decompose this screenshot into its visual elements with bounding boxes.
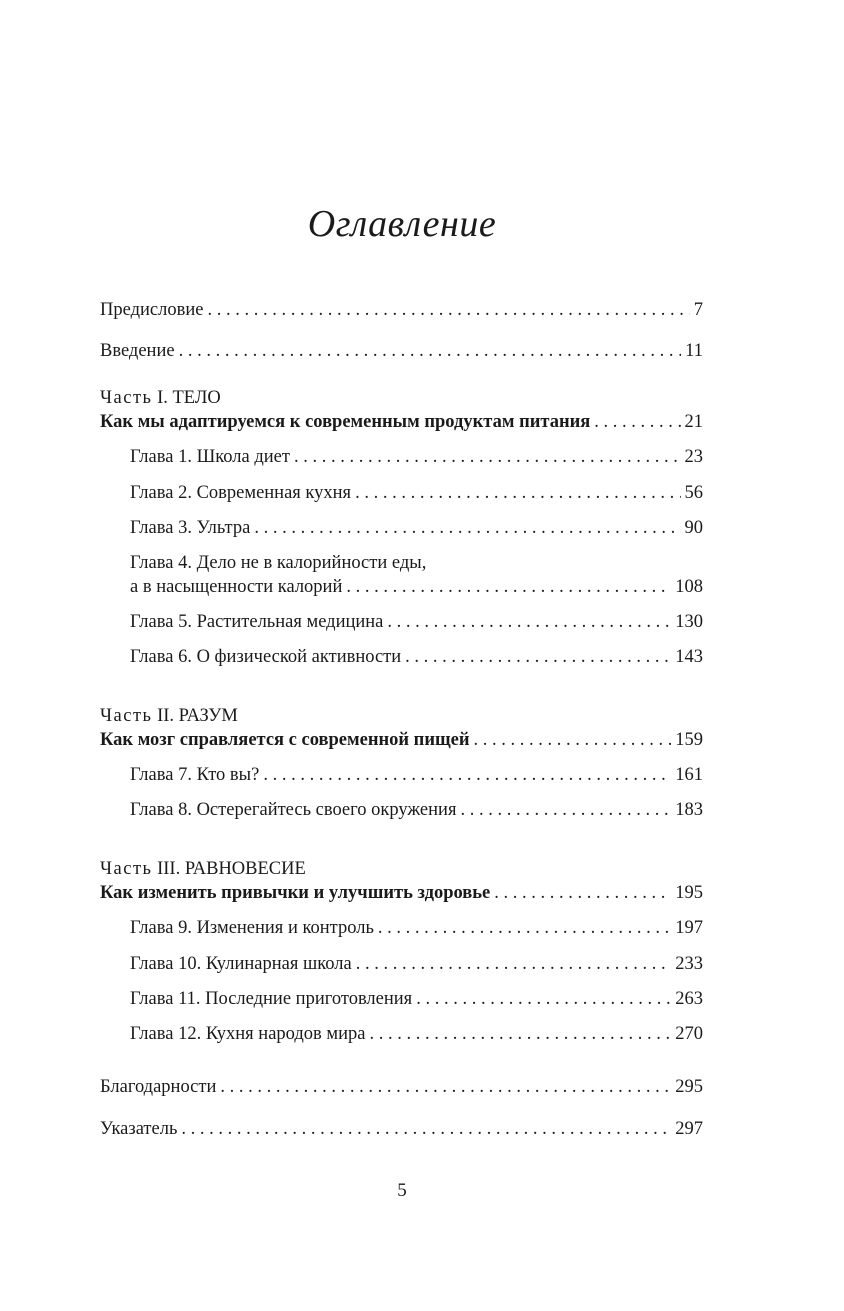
leader-dots [263, 763, 671, 787]
toc-entry-page: 297 [675, 1119, 703, 1139]
part-heading-3 [100, 857, 306, 881]
toc-entry-chapter-5[interactable] [130, 610, 703, 634]
leader-dots [460, 798, 671, 822]
leader-dots [594, 410, 680, 434]
part-word: Часть [100, 859, 153, 879]
leader-dots [416, 987, 671, 1011]
toc-entry-chapter-9[interactable] [130, 916, 703, 940]
toc-entry-page: 183 [675, 800, 703, 820]
toc-entry-page: 195 [675, 883, 703, 903]
toc-entry-chapter-12[interactable] [130, 1022, 703, 1046]
toc-entry-page: 108 [675, 577, 703, 597]
part-heading-1 [100, 386, 221, 410]
toc-entry-label: Введение [100, 341, 175, 361]
part-word: Часть [100, 706, 153, 726]
toc-entry-page: 270 [675, 1024, 703, 1044]
toc-entry-label: Глава 12. Кухня народов мира [130, 1024, 366, 1044]
toc-entry-page: 90 [684, 518, 703, 538]
toc-entry-label: Глава 1. Школа диет [130, 447, 290, 467]
toc-entry-page: 56 [684, 483, 703, 503]
leader-dots [378, 916, 671, 940]
toc-entry-chapter-7[interactable] [130, 763, 703, 787]
part-heading-2 [100, 704, 238, 728]
leader-dots [494, 881, 671, 905]
toc-entry-label: а в насыщенности калорий [130, 577, 343, 597]
leader-dots [181, 1117, 671, 1141]
toc-entry-label: Глава 5. Растительная медицина [130, 612, 384, 632]
toc-entry-preface[interactable] [100, 298, 703, 322]
toc-entry-chapter-2[interactable] [130, 481, 703, 505]
toc-entry-label: Как изменить привычки и улучшить здоровье [100, 883, 491, 903]
toc-entry-page: 161 [675, 765, 703, 785]
part-title: II. РАЗУМ [157, 706, 238, 726]
toc-entry-introduction[interactable] [100, 339, 703, 363]
leader-dots [207, 298, 689, 322]
leader-dots [355, 481, 680, 505]
toc-entry-label: Как мозг справляется с современной пищей [100, 730, 470, 750]
toc-entry-label: Предисловие [100, 300, 204, 320]
leader-dots [405, 645, 671, 669]
leader-dots [294, 445, 681, 469]
toc-entry-part2-subtitle[interactable] [100, 728, 703, 752]
toc-entry-label: Глава 9. Изменения и контроль [130, 918, 374, 938]
toc-entry-label: Глава 7. Кто вы? [130, 765, 260, 785]
toc-entry-acknowledgements[interactable] [100, 1075, 703, 1099]
toc-entry-page: 21 [684, 412, 703, 432]
part-title: I. ТЕЛО [157, 388, 221, 408]
leader-dots [387, 610, 671, 634]
toc-entry-label: Как мы адаптируемся к современным продуктам питания [100, 412, 591, 432]
toc-entry-part3-subtitle[interactable] [100, 881, 703, 905]
toc-entry-label: Глава 6. О физической активности [130, 647, 402, 667]
toc-entry-label: Благодарности [100, 1077, 217, 1097]
leader-dots [220, 1075, 671, 1099]
toc-entry-page: 7 [693, 300, 703, 320]
page-number: 5 [397, 1180, 407, 1201]
part-word: Часть [100, 388, 153, 408]
leader-dots [346, 575, 671, 599]
toc-entry-chapter-10[interactable] [130, 952, 703, 976]
toc-entry-page: 23 [684, 447, 703, 467]
toc-entry-page: 263 [675, 989, 703, 1009]
toc-entry-page: 130 [675, 612, 703, 632]
toc-entry-chapter-4-line1[interactable]: Глава 4. Дело не в калорийности еды, [130, 553, 427, 573]
toc-entry-page: 11 [685, 341, 703, 361]
toc-entry-chapter-6[interactable] [130, 645, 703, 669]
leader-dots [474, 728, 672, 752]
part-title: III. РАВНОВЕСИЕ [157, 859, 306, 879]
toc-entry-page: 295 [675, 1077, 703, 1097]
leader-dots [369, 1022, 671, 1046]
toc-entry-label: Глава 10. Кулинарная школа [130, 954, 352, 974]
toc-entry-chapter-8[interactable] [130, 798, 703, 822]
toc-entry-label: Глава 3. Ультра [130, 518, 251, 538]
toc-entry-label: Глава 2. Современная кухня [130, 483, 352, 503]
page-title: Оглавление [307, 203, 497, 245]
toc-entry-label: Глава 11. Последние приготовления [130, 989, 413, 1009]
toc-entry-label: Глава 8. Остерегайтесь своего окружения [130, 800, 457, 820]
toc-entry-chapter-3[interactable] [130, 516, 703, 540]
toc-entry-index[interactable] [100, 1117, 703, 1141]
leader-dots [179, 339, 682, 363]
leader-dots [356, 952, 672, 976]
toc-entry-page: 159 [675, 730, 703, 750]
toc-entry-chapter-1[interactable] [130, 445, 703, 469]
toc-entry-page: 143 [675, 647, 703, 667]
leader-dots [254, 516, 680, 540]
toc-entry-page: 197 [675, 918, 703, 938]
toc-entry-part1-subtitle[interactable] [100, 410, 703, 434]
toc-entry-label: Указатель [100, 1119, 178, 1139]
toc-entry-chapter-4[interactable] [130, 575, 703, 599]
toc-entry-chapter-11[interactable] [130, 987, 703, 1011]
toc-entry-page: 233 [675, 954, 703, 974]
